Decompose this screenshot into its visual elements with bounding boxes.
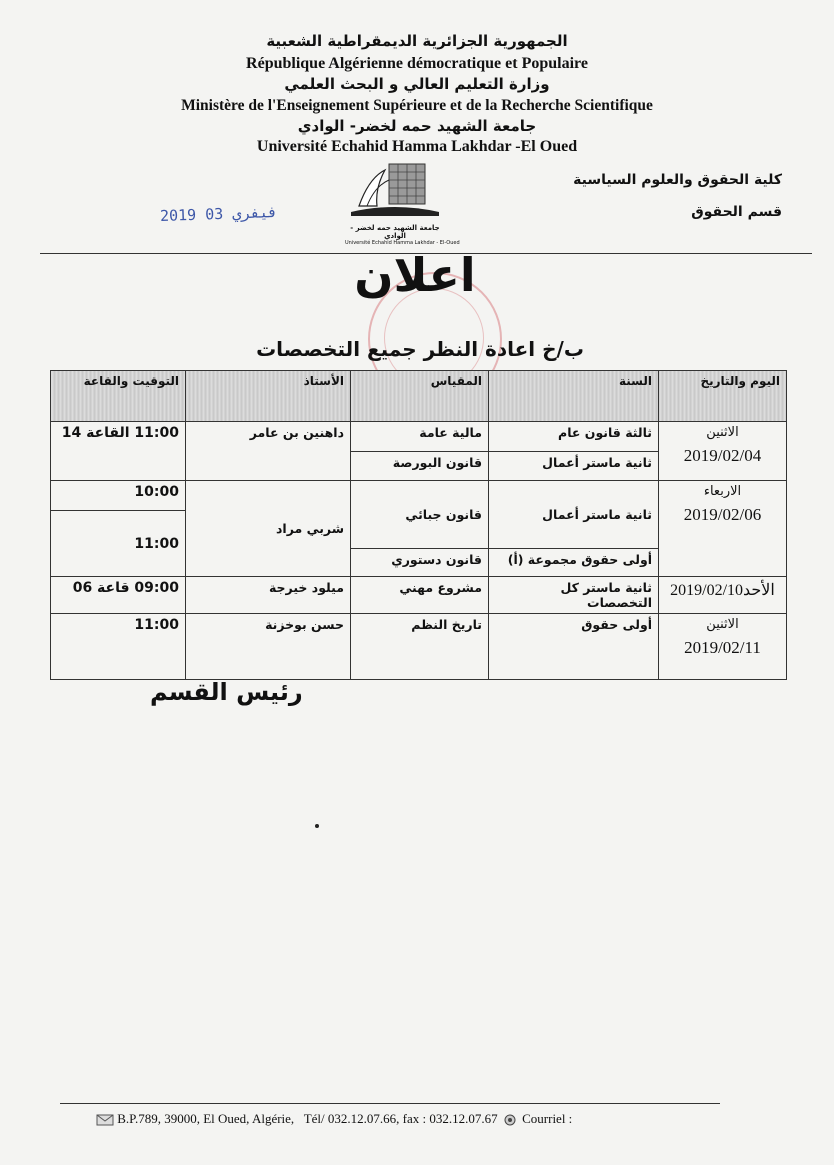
year-cell: ثالثة قانون عام	[489, 422, 659, 452]
day-date: 2019/02/11	[684, 638, 761, 657]
day-cell	[659, 577, 787, 614]
time-cell: 11:00	[51, 614, 186, 680]
day-name: الاثنين	[706, 617, 739, 632]
footer-divider	[60, 1103, 720, 1104]
university-logo	[345, 158, 460, 246]
day-cell	[659, 614, 787, 680]
year-cell: ثانية ماستر كل التخصصات	[489, 577, 659, 614]
teacher-cell: ميلود خيرجة	[186, 577, 351, 614]
day-date: 2019/02/04	[683, 446, 762, 465]
signature-department-head: رئيس القسم	[150, 678, 303, 706]
day-cell	[659, 422, 787, 481]
table-row	[51, 422, 787, 452]
teacher-cell: حسن بوخزنة	[186, 614, 351, 680]
footer-contact	[96, 1111, 572, 1127]
logo-caption-french: Université Echahid Hamma Lakhdar - El-Oued	[345, 240, 460, 246]
time-cell: 11:00 القاعة 14	[51, 422, 186, 481]
footer-phone: Tél/ 032.12.07.66, fax : 032.12.07.67	[303, 1111, 498, 1126]
footer-address: B.P.789, 39000, El Oued, Algérie,	[117, 1111, 295, 1126]
received-date-stamp: 2019 فيفري 03	[159, 202, 278, 226]
time-cell: 10:00	[51, 481, 186, 511]
header-teacher: الأستاذ	[186, 371, 351, 422]
header-arabic-university: جامعة الشهيد حمه لخضر- الوادي	[297, 117, 537, 135]
table-row	[51, 481, 787, 511]
day-cell	[659, 481, 787, 577]
header-year: السنة	[489, 371, 659, 422]
day-name: الاثنين	[706, 425, 739, 440]
time-cell: 09:00 قاعة 06	[51, 577, 186, 614]
schedule-table	[50, 370, 787, 680]
year-cell: ثانية ماستر أعمال	[489, 481, 659, 549]
stray-mark	[315, 824, 319, 828]
email-icon	[501, 1114, 519, 1126]
day-date: 2019/02/06	[683, 505, 762, 524]
subject-cell: مشروع مهني	[351, 577, 489, 614]
subject-cell: قانون دستوري	[351, 549, 489, 577]
subject-cell: تاريخ النظم	[351, 614, 489, 680]
subject-cell: قانون البورصة	[351, 452, 489, 481]
mail-icon	[96, 1114, 114, 1126]
table-header-row	[51, 371, 787, 422]
table-row	[51, 577, 787, 614]
page-title: اعلان	[354, 248, 476, 302]
faculty-name: كلية الحقوق والعلوم السياسية	[573, 172, 782, 188]
header-arabic-ministry: وزارة التعليم العالي و البحث العلمي	[284, 75, 550, 93]
year-cell: أولى حقوق مجموعة (أ)	[489, 549, 659, 577]
footer-email-label: Courriel :	[522, 1111, 573, 1126]
day-name: الاربعاء	[703, 484, 742, 499]
day-date: 2019/02/10	[670, 582, 744, 599]
logo-caption-arabic: جامعة الشهيد حمه لخضر - الوادي	[350, 224, 440, 240]
subject-cell: مالية عامة	[351, 422, 489, 452]
header-french-university: Université Echahid Hamma Lakhdar -El Oued	[256, 138, 578, 155]
page-subtitle: ب/خ اعادة النظر جميع التخصصات	[256, 337, 584, 361]
teacher-cell: داهنين بن عامر	[186, 422, 351, 481]
header-day: اليوم والتاريخ	[659, 371, 787, 422]
table-row	[51, 614, 787, 680]
university-logo-icon	[345, 158, 445, 220]
header-french-republic: République Algérienne démocratique et Populaire	[246, 55, 588, 72]
teacher-cell: شربي مراد	[186, 481, 351, 577]
department-name: قسم الحقوق	[691, 204, 782, 220]
header-arabic-republic: الجمهورية الجزائرية الديمقراطية الشعبية	[266, 32, 568, 50]
header-time: التوقيت والقاعة	[51, 371, 186, 422]
day-name: الأحد	[743, 582, 775, 599]
header-subject: المقياس	[351, 371, 489, 422]
time-cell: 11:00	[51, 511, 186, 577]
year-cell: ثانية ماستر أعمال	[489, 452, 659, 481]
subject-cell: قانون جبائي	[351, 481, 489, 549]
year-cell: أولى حقوق	[489, 614, 659, 680]
header-french-ministry: Ministère de l'Enseignement Supérieure et de la Recherche Scientifique	[181, 97, 653, 114]
